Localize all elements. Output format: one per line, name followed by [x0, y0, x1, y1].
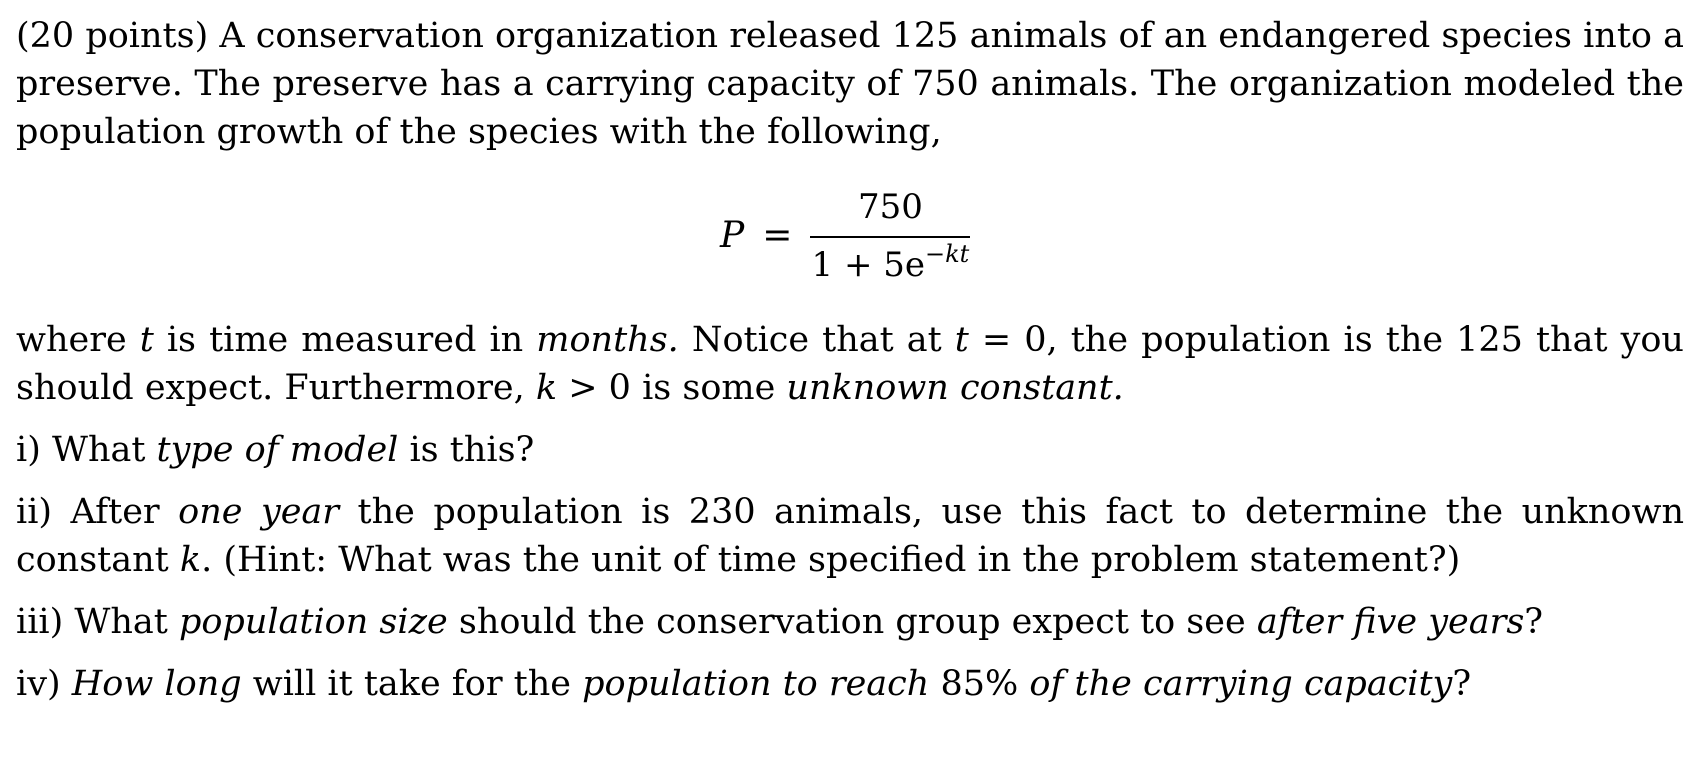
- fraction-denominator: [812, 238, 970, 288]
- q3-emphasis-1: population size: [178, 602, 448, 642]
- q4-middle-2: 85%: [929, 664, 1030, 704]
- q4-suffix: ?: [1452, 664, 1472, 704]
- question-4: [16, 660, 1684, 708]
- where-text-3: Notice that at: [678, 320, 955, 360]
- equation-lhs: P: [720, 215, 745, 256]
- variable-t: t: [139, 320, 154, 360]
- where-text-2: is time measured in: [153, 320, 537, 360]
- q4-middle: will it take for the: [241, 664, 583, 704]
- where-text-1: where: [16, 320, 140, 360]
- q2-middle: the population is 230 animals, use this fact to determine the unknown constant: [16, 492, 1685, 580]
- q2-variable-k: k: [179, 540, 202, 580]
- where-text-4: = 0, the population is the 125 that you should expect. Furthermore,: [16, 320, 1684, 408]
- q1-suffix: is this?: [398, 430, 535, 470]
- fraction-numerator: 750: [857, 187, 923, 227]
- variable-t-2: t: [954, 320, 969, 360]
- q4-emphasis-3: of the carrying capacity: [1029, 664, 1453, 704]
- denominator-exponent: −kt: [925, 240, 970, 268]
- logistic-equation: [16, 172, 1684, 312]
- q2-suffix: . (Hint: What was the unit of time specified in the problem statement?): [201, 540, 1461, 580]
- equation-body: [720, 182, 970, 290]
- q2-prefix: ii) After: [16, 492, 179, 532]
- q3-suffix: ?: [1524, 602, 1544, 642]
- question-3: [16, 598, 1684, 646]
- problem-document: [16, 12, 1684, 708]
- equation-equals: =: [762, 215, 793, 256]
- where-paragraph: [16, 316, 1684, 412]
- q4-emphasis-2: population to reach: [582, 664, 930, 704]
- question-2: [16, 488, 1684, 584]
- q3-emphasis-2: after five years: [1256, 602, 1525, 642]
- equation-fraction: [810, 184, 970, 288]
- q3-prefix: iii) What: [16, 602, 179, 642]
- q4-prefix: iv): [16, 664, 72, 704]
- months-emphasis: months.: [536, 320, 679, 360]
- question-1: [16, 426, 1684, 474]
- variable-k: k: [535, 368, 558, 408]
- q2-emphasis: one year: [178, 492, 340, 532]
- problem-intro: (20 points) A conservation organization released 125 animals of an endangered species into a preserve. The preserve has a carrying capacity of 750 animals. The organization modeled the population growth of the species with the following,: [16, 16, 1684, 152]
- where-text-5: > 0 is some: [557, 368, 787, 408]
- denominator-base: 1 + 5e: [811, 245, 925, 285]
- unknown-constant-emphasis: unknown constant.: [786, 368, 1124, 408]
- q1-emphasis: type of model: [156, 430, 399, 470]
- q1-prefix: i) What: [16, 430, 157, 470]
- q4-emphasis-1: How long: [71, 664, 242, 704]
- q3-middle: should the conservation group expect to see: [447, 602, 1257, 642]
